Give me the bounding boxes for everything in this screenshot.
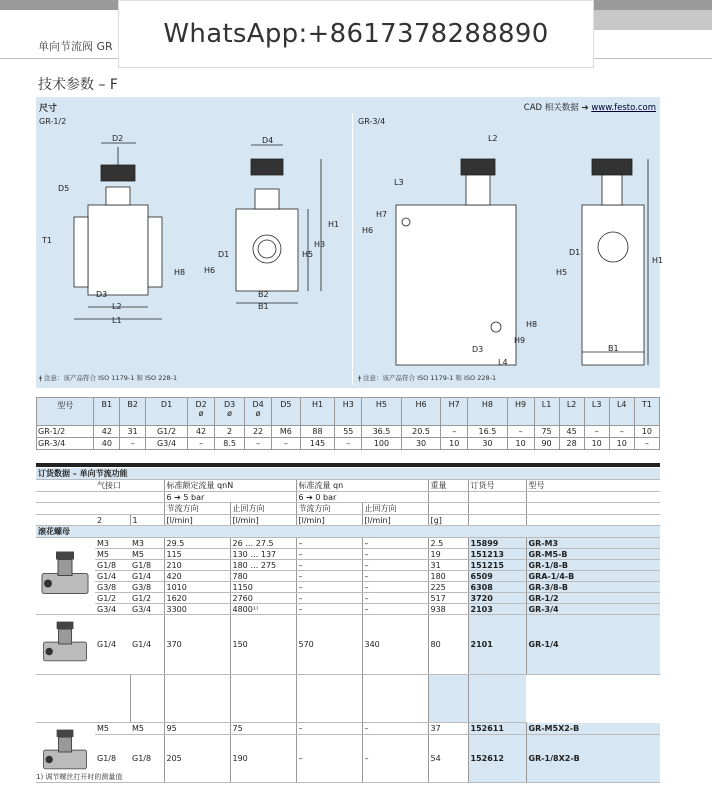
order-cell: G1/2 bbox=[95, 593, 130, 604]
spec-col-label: B1 bbox=[101, 400, 113, 409]
order-cell: 37 bbox=[428, 723, 468, 735]
order-cell: 75 bbox=[230, 723, 296, 735]
order-cell: – bbox=[296, 538, 362, 549]
spec-cell: GR-3/4 bbox=[37, 438, 94, 450]
order-cell: 370 bbox=[164, 615, 230, 675]
order-cell: 1010 bbox=[164, 582, 230, 593]
order-row bbox=[36, 538, 660, 549]
order-cell: G3/8 bbox=[95, 582, 130, 593]
order-cell: M3 bbox=[130, 538, 164, 549]
order-cell: 2.5 bbox=[428, 538, 468, 549]
spec-cell: 2 bbox=[215, 426, 245, 438]
order-row bbox=[36, 549, 660, 560]
spec-cell: 42 bbox=[188, 426, 215, 438]
order-cell: – bbox=[296, 560, 362, 571]
unit-lmin-1: [l/min] bbox=[164, 515, 230, 526]
spec-cell: 45 bbox=[559, 426, 584, 438]
variant-left-label: GR-1/2 bbox=[39, 117, 67, 126]
spec-cell: – bbox=[245, 438, 272, 450]
spec-cell: 28 bbox=[559, 438, 584, 450]
port-left bbox=[74, 217, 88, 287]
order-cell: 31 bbox=[428, 560, 468, 571]
spec-col-label: H7 bbox=[448, 400, 460, 409]
order-number: 3720 bbox=[468, 593, 526, 604]
unit-port-2: 2 bbox=[95, 515, 130, 526]
order-rows-a bbox=[36, 538, 660, 615]
label-D3-right: D3 bbox=[472, 345, 484, 354]
order-number: 6308 bbox=[468, 582, 526, 593]
footnote: 1) 调节螺丝打开时的测量值 bbox=[36, 773, 123, 781]
order-type: GR-M5X2-B bbox=[526, 723, 660, 735]
label-D5: D5 bbox=[58, 184, 70, 193]
order-cell: 130 … 137 bbox=[230, 549, 296, 560]
order-type: GRA-1/4-B bbox=[526, 571, 660, 582]
spec-col-h1 bbox=[300, 398, 335, 426]
spec-cell: 30 bbox=[468, 438, 508, 450]
order-number: 151213 bbox=[468, 549, 526, 560]
order-cell: 4800¹⁾ bbox=[230, 604, 296, 615]
drill-hole bbox=[491, 322, 501, 332]
label-H6: H6 bbox=[204, 266, 216, 275]
spec-row bbox=[37, 426, 660, 438]
order-cell: 205 bbox=[164, 734, 230, 782]
order-number: 15899 bbox=[468, 538, 526, 549]
order-cell: M3 bbox=[95, 538, 130, 549]
order-rows-b bbox=[36, 615, 660, 723]
label-H1: H1 bbox=[328, 220, 340, 229]
header-throttle-dir: 节流方向 bbox=[164, 503, 230, 515]
bonnet-left bbox=[106, 187, 130, 205]
order-cell: M5 bbox=[95, 549, 130, 560]
order-row bbox=[36, 571, 660, 582]
order-row bbox=[36, 593, 660, 604]
watermark-overlay: WhatsApp:+8617378288890 bbox=[118, 0, 594, 68]
spec-cell: G1/2 bbox=[146, 426, 188, 438]
variant-right-label: GR-3/4 bbox=[358, 117, 386, 126]
spec-col-d3 bbox=[215, 398, 245, 426]
order-cell: – bbox=[296, 723, 362, 735]
spec-cell: – bbox=[272, 438, 301, 450]
order-row bbox=[36, 734, 660, 782]
label-H8-right: H8 bbox=[526, 320, 538, 329]
order-cell: 26 … 27.5 bbox=[230, 538, 296, 549]
order-type: GR-3/8-B bbox=[526, 582, 660, 593]
spec-cell: 10 bbox=[634, 426, 659, 438]
spec-col-label: 型号 bbox=[57, 401, 74, 410]
spec-col-label: L1 bbox=[541, 400, 552, 409]
order-row bbox=[36, 604, 660, 615]
spec-cell: 40 bbox=[94, 438, 120, 450]
order-spacer-row bbox=[36, 675, 660, 723]
spec-cell: 55 bbox=[335, 426, 362, 438]
valve-image bbox=[38, 539, 93, 612]
spec-cell: 88 bbox=[300, 426, 335, 438]
spec-col-label: D1 bbox=[160, 400, 173, 409]
order-cell: 225 bbox=[428, 582, 468, 593]
bonnet-side bbox=[255, 189, 279, 209]
port-right-side bbox=[598, 232, 628, 262]
spec-col-label: H8 bbox=[481, 400, 493, 409]
spec-col-h7 bbox=[441, 398, 468, 426]
spec-col-l2 bbox=[559, 398, 584, 426]
unit-weight: [g] bbox=[428, 515, 468, 526]
bonnet-right bbox=[466, 175, 490, 205]
product-photo bbox=[36, 615, 95, 675]
spec-col-label: L2 bbox=[566, 400, 577, 409]
label-L2-right: L2 bbox=[488, 134, 498, 143]
header-flow: 标准流量 qn bbox=[296, 480, 428, 492]
header-std-flow: 标准额定流量 qnN bbox=[164, 480, 296, 492]
label-H6-right: H6 bbox=[362, 226, 374, 235]
order-cell: 570 bbox=[296, 615, 362, 675]
note-right: ǂ 注意：该产品符合 ISO 1179-1 和 ISO 228-1 bbox=[358, 374, 497, 382]
spec-cell: 31 bbox=[120, 426, 146, 438]
bonnet-right-side bbox=[602, 175, 622, 205]
order-type: GR-1/8X2-B bbox=[526, 734, 660, 782]
spec-cell: 20.5 bbox=[401, 426, 441, 438]
spec-cell: 10 bbox=[609, 438, 634, 450]
order-cell: – bbox=[296, 604, 362, 615]
order-cell: 210 bbox=[164, 560, 230, 571]
spec-cell: M6 bbox=[272, 426, 301, 438]
drawing-left bbox=[74, 143, 648, 365]
order-number: 2101 bbox=[468, 615, 526, 675]
order-cell: G1/4 bbox=[95, 615, 130, 675]
label-H5: H5 bbox=[302, 250, 314, 259]
spec-cell: 100 bbox=[362, 438, 402, 450]
order-cell: – bbox=[362, 593, 428, 604]
order-cell: 95 bbox=[164, 723, 230, 735]
order-cell: 517 bbox=[428, 593, 468, 604]
spec-col-l3 bbox=[584, 398, 609, 426]
order-cell: G1/8 bbox=[95, 560, 130, 571]
spec-col-型号 bbox=[37, 398, 94, 426]
order-cell: 54 bbox=[428, 734, 468, 782]
top-grey-block bbox=[594, 10, 712, 30]
order-number: 152611 bbox=[468, 723, 526, 735]
spec-col-d4 bbox=[245, 398, 272, 426]
spec-cell: 8.5 bbox=[215, 438, 245, 450]
order-cell: M5 bbox=[130, 723, 164, 735]
spec-col-label: H6 bbox=[415, 400, 427, 409]
spec-cell: 10 bbox=[507, 438, 534, 450]
spec-col-label: D3 bbox=[223, 400, 236, 409]
spec-cell: – bbox=[188, 438, 215, 450]
spec-row bbox=[37, 438, 660, 450]
order-cell: 180 bbox=[428, 571, 468, 582]
order-table bbox=[36, 468, 660, 783]
valve-image bbox=[38, 616, 93, 672]
order-cell: G1/8 bbox=[130, 560, 164, 571]
spec-col-l1 bbox=[534, 398, 559, 426]
order-cell: 180 … 275 bbox=[230, 560, 296, 571]
spec-col-l4 bbox=[609, 398, 634, 426]
order-cell: – bbox=[362, 723, 428, 735]
label-L3: L3 bbox=[394, 178, 404, 187]
header-check-dir: 止回方向 bbox=[230, 503, 296, 515]
order-type: GR-1/2 bbox=[526, 593, 660, 604]
label-H9: H9 bbox=[514, 336, 526, 345]
order-cell: 190 bbox=[230, 734, 296, 782]
spec-cell: – bbox=[335, 438, 362, 450]
unit-lmin-2: [l/min] bbox=[230, 515, 296, 526]
spec-col-d1 bbox=[146, 398, 188, 426]
spec-col-h9 bbox=[507, 398, 534, 426]
spec-cell: 22 bbox=[245, 426, 272, 438]
header-partno: 订货号 bbox=[468, 480, 526, 492]
order-cell: – bbox=[296, 593, 362, 604]
spec-cell: – bbox=[441, 426, 468, 438]
spec-cell: – bbox=[584, 426, 609, 438]
order-cell: 3300 bbox=[164, 604, 230, 615]
dimensions-title: 尺寸 bbox=[39, 104, 58, 114]
spec-col-h3 bbox=[335, 398, 362, 426]
order-cell: G1/4 bbox=[130, 571, 164, 582]
spec-cell: 10 bbox=[584, 438, 609, 450]
order-row bbox=[36, 615, 660, 675]
order-number: 152612 bbox=[468, 734, 526, 782]
spec-cell: 10 bbox=[441, 438, 468, 450]
label-D3: D3 bbox=[96, 290, 108, 299]
spec-col-label: D2 bbox=[195, 400, 207, 409]
spec-col-b1 bbox=[94, 398, 120, 426]
diameter-mark: ø bbox=[198, 409, 204, 418]
port-right bbox=[148, 217, 162, 287]
label-B1-right: B1 bbox=[608, 344, 619, 353]
label-L1: L1 bbox=[112, 316, 122, 325]
order-type: GR-1/4 bbox=[526, 615, 660, 675]
order-cell: – bbox=[362, 604, 428, 615]
spec-cell: 36.5 bbox=[362, 426, 402, 438]
header-flow-sub: 6 ➔ 0 bar bbox=[296, 492, 428, 503]
label-T1: T1 bbox=[42, 236, 52, 245]
label-D1: D1 bbox=[218, 250, 230, 259]
order-number: 6509 bbox=[468, 571, 526, 582]
unit-port-1: 1 bbox=[130, 515, 164, 526]
label-B2: B2 bbox=[258, 290, 269, 299]
order-cell: G1/2 bbox=[130, 593, 164, 604]
order-cell: M5 bbox=[130, 549, 164, 560]
spec-cell: – bbox=[609, 426, 634, 438]
order-cell: – bbox=[362, 560, 428, 571]
header-type: 型号 bbox=[526, 480, 660, 492]
order-cell: G3/4 bbox=[130, 604, 164, 615]
order-cell: G1/4 bbox=[95, 571, 130, 582]
spec-cell: 75 bbox=[534, 426, 559, 438]
spec-col-label: D4 bbox=[252, 400, 264, 409]
label-H7: H7 bbox=[376, 210, 388, 219]
cad-label: CAD 相关数据 ➔ bbox=[523, 103, 589, 113]
order-cell: – bbox=[296, 571, 362, 582]
order-cell: 1620 bbox=[164, 593, 230, 604]
spec-cell: – bbox=[120, 438, 146, 450]
dimensions-panel bbox=[36, 97, 664, 388]
order-cell: 780 bbox=[230, 571, 296, 582]
spec-cell: 16.5 bbox=[468, 426, 508, 438]
knurl-knob-left bbox=[101, 165, 135, 181]
diameter-mark: ø bbox=[255, 409, 261, 418]
cad-link[interactable]: www.festo.com bbox=[591, 103, 656, 113]
order-cell: – bbox=[296, 582, 362, 593]
mount-hole bbox=[402, 218, 410, 226]
spec-col-label: H3 bbox=[342, 400, 354, 409]
spec-col-h6 bbox=[401, 398, 441, 426]
dimension-drawings bbox=[36, 97, 664, 388]
order-row bbox=[36, 582, 660, 593]
spec-col-d5 bbox=[272, 398, 301, 426]
body-right-front bbox=[396, 205, 516, 365]
label-H5-right: H5 bbox=[556, 268, 568, 277]
spec-cell: 90 bbox=[534, 438, 559, 450]
spec-col-h5 bbox=[362, 398, 402, 426]
order-number: 2103 bbox=[468, 604, 526, 615]
spec-col-label: H1 bbox=[311, 400, 324, 409]
order-cell: 115 bbox=[164, 549, 230, 560]
order-cell: G1/8 bbox=[130, 734, 164, 782]
unit-lmin-3: [l/min] bbox=[296, 515, 362, 526]
order-cell: 1150 bbox=[230, 582, 296, 593]
spec-cell: G3/4 bbox=[146, 438, 188, 450]
section-separator bbox=[36, 463, 660, 467]
order-cell: 420 bbox=[164, 571, 230, 582]
body-front-left bbox=[88, 205, 148, 295]
knurl-knob-right bbox=[461, 159, 495, 175]
spec-col-label: L3 bbox=[591, 400, 602, 409]
spec-col-label: H5 bbox=[375, 400, 388, 409]
knurl-knob-right-side bbox=[592, 159, 632, 175]
group-knurled-nut: 滚花螺母 bbox=[36, 526, 660, 538]
header-weight: 重量 bbox=[428, 480, 468, 492]
order-cell: 2760 bbox=[230, 593, 296, 604]
spec-cell: 42 bbox=[94, 426, 120, 438]
header-check-dir-2: 止回方向 bbox=[362, 503, 428, 515]
order-cell: – bbox=[296, 549, 362, 560]
spec-cell: 145 bbox=[300, 438, 335, 450]
label-L2: L2 bbox=[112, 302, 122, 311]
order-row bbox=[36, 560, 660, 571]
label-B1: B1 bbox=[258, 302, 269, 311]
spec-col-t1 bbox=[634, 398, 659, 426]
order-number: 151215 bbox=[468, 560, 526, 571]
order-cell: G3/8 bbox=[130, 582, 164, 593]
spec-col-label: T1 bbox=[641, 400, 652, 409]
label-D4: D4 bbox=[262, 136, 274, 145]
spec-cell: 30 bbox=[401, 438, 441, 450]
label-D1-right: D1 bbox=[569, 248, 581, 257]
knurl-knob-side bbox=[251, 159, 283, 175]
spec-col-label: B2 bbox=[127, 400, 138, 409]
unit-lmin-4: [l/min] bbox=[362, 515, 428, 526]
note-left: ǂ 注意：该产品符合 ISO 1179-1 和 ISO 228-1 bbox=[39, 374, 178, 382]
order-cell: – bbox=[362, 571, 428, 582]
order-cell: G1/4 bbox=[130, 615, 164, 675]
label-D2: D2 bbox=[112, 134, 124, 143]
label-H8: H8 bbox=[174, 268, 186, 277]
order-type: GR-M5-B bbox=[526, 549, 660, 560]
order-cell: 80 bbox=[428, 615, 468, 675]
spec-col-label: H9 bbox=[515, 400, 527, 409]
order-cell: G3/4 bbox=[95, 604, 130, 615]
spec-cell: – bbox=[507, 426, 534, 438]
order-cell: 29.5 bbox=[164, 538, 230, 549]
header-throttle-dir-2: 节流方向 bbox=[296, 503, 362, 515]
spec-cell: – bbox=[634, 438, 659, 450]
header-std-flow-sub: 6 ➔ 5 bar bbox=[164, 492, 296, 503]
product-photo bbox=[36, 538, 95, 615]
order-title: 订货数据 – 单向节流功能 bbox=[36, 468, 130, 480]
section-title: 技术参数 – F bbox=[38, 77, 118, 93]
spec-col-h8 bbox=[468, 398, 508, 426]
order-cell: – bbox=[362, 538, 428, 549]
spec-col-label: L4 bbox=[616, 400, 627, 409]
port-circle bbox=[253, 235, 281, 263]
order-cell: – bbox=[362, 734, 428, 782]
dimension-table-header bbox=[37, 398, 660, 426]
order-cell: – bbox=[296, 734, 362, 782]
order-cell: 19 bbox=[428, 549, 468, 560]
body-right-side bbox=[582, 205, 644, 365]
dimension-table-body bbox=[37, 426, 660, 450]
label-L4: L4 bbox=[498, 358, 508, 367]
spec-col-b2 bbox=[120, 398, 146, 426]
order-cell: G1/8 bbox=[95, 734, 130, 782]
page-title: 单向节流阀 GR bbox=[38, 40, 113, 53]
spec-col-label: D5 bbox=[280, 400, 292, 409]
label-H3: H3 bbox=[314, 240, 326, 249]
header-port: 气接口 bbox=[95, 480, 164, 492]
order-row bbox=[36, 723, 660, 735]
order-rows-c bbox=[36, 723, 660, 783]
dimension-table bbox=[36, 397, 660, 450]
diameter-mark: ø bbox=[227, 409, 233, 418]
order-type: GR-M3 bbox=[526, 538, 660, 549]
order-cell: – bbox=[362, 582, 428, 593]
order-cell: M5 bbox=[95, 723, 130, 735]
label-H1-right: H1 bbox=[652, 256, 664, 265]
order-type: GR-3/4 bbox=[526, 604, 660, 615]
order-type: GR-1/8-B bbox=[526, 560, 660, 571]
order-cell: 340 bbox=[362, 615, 428, 675]
order-cell: 938 bbox=[428, 604, 468, 615]
spec-cell: GR-1/2 bbox=[37, 426, 94, 438]
spec-col-d2 bbox=[188, 398, 215, 426]
order-cell: – bbox=[362, 549, 428, 560]
order-cell: 150 bbox=[230, 615, 296, 675]
